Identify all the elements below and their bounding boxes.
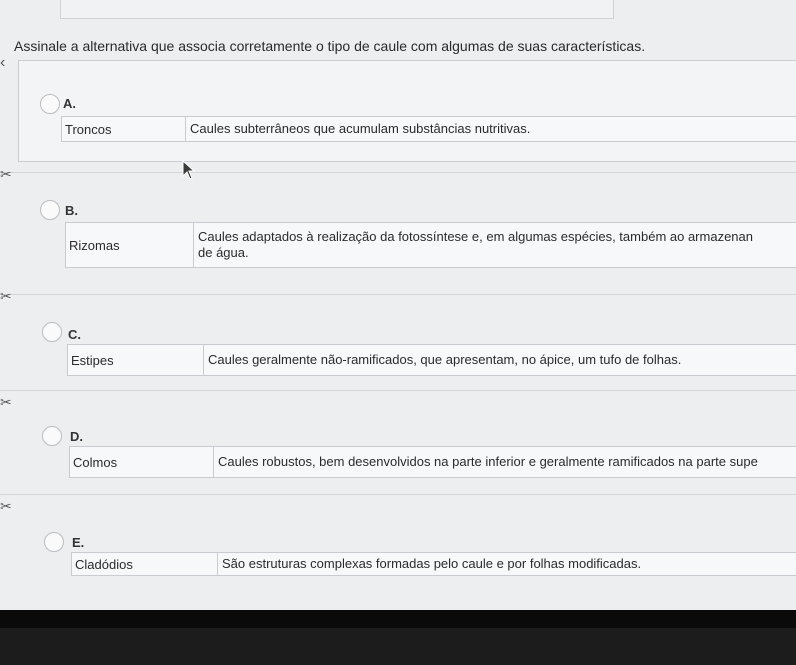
monitor-bezel [0, 610, 796, 665]
option-d-radio[interactable] [42, 426, 62, 446]
option-d-letter: D. [70, 429, 83, 444]
option-e-term: Cladódios [72, 553, 218, 575]
option-a-letter: A. [63, 96, 76, 111]
option-b-description-line2: de água. [198, 245, 249, 260]
scissors-icon[interactable]: ✂ [0, 394, 12, 410]
option-b-letter: B. [65, 203, 78, 218]
option-b-table[interactable] [65, 222, 796, 268]
divider [0, 390, 796, 391]
option-c-description: Caules geralmente não-ramificados, que apresentam, no ápice, um tufo de folhas. [208, 352, 682, 367]
option-b-term: Rizomas [66, 223, 194, 267]
option-c-table[interactable] [67, 344, 796, 376]
scissors-icon[interactable]: ✂ [0, 498, 12, 514]
option-a-description: Caules subterrâneos que acumulam substâncias nutritivas. [190, 121, 531, 136]
divider [0, 494, 796, 495]
option-e-description: São estruturas complexas formadas pelo caule e por folhas modificadas. [222, 556, 642, 571]
mouse-pointer-icon [182, 160, 196, 180]
option-a-radio[interactable] [40, 94, 60, 114]
option-a-term: Troncos [62, 117, 186, 141]
divider [0, 294, 796, 295]
option-b-description-line1: Caules adaptados à realização da fotossíntese e, em algumas espécies, também ao armazenan [198, 229, 753, 244]
top-input-field[interactable] [60, 0, 614, 19]
divider [0, 172, 796, 173]
option-c-term: Estipes [68, 345, 204, 375]
option-a-table[interactable] [61, 116, 796, 142]
option-e-table[interactable] [71, 552, 796, 576]
option-a-panel[interactable] [18, 60, 796, 162]
option-d-table[interactable] [69, 446, 796, 478]
option-b-radio[interactable] [40, 200, 60, 220]
scissors-icon[interactable]: ✂ [0, 166, 12, 182]
option-c-radio[interactable] [42, 322, 62, 342]
chevron-left-icon[interactable]: ‹ [0, 54, 6, 71]
option-d-term: Colmos [70, 447, 214, 477]
question-text: Assinale a alternativa que associa corretamente o tipo de caule com algumas de suas características. [14, 38, 646, 54]
scissors-icon[interactable]: ✂ [0, 288, 12, 304]
option-e-radio[interactable] [44, 532, 64, 552]
option-d-description: Caules robustos, bem desenvolvidos na parte inferior e geralmente ramificados na parte supe [218, 454, 758, 469]
option-e-letter: E. [72, 535, 85, 550]
option-b-description [194, 229, 753, 261]
option-c-letter: C. [68, 327, 81, 342]
